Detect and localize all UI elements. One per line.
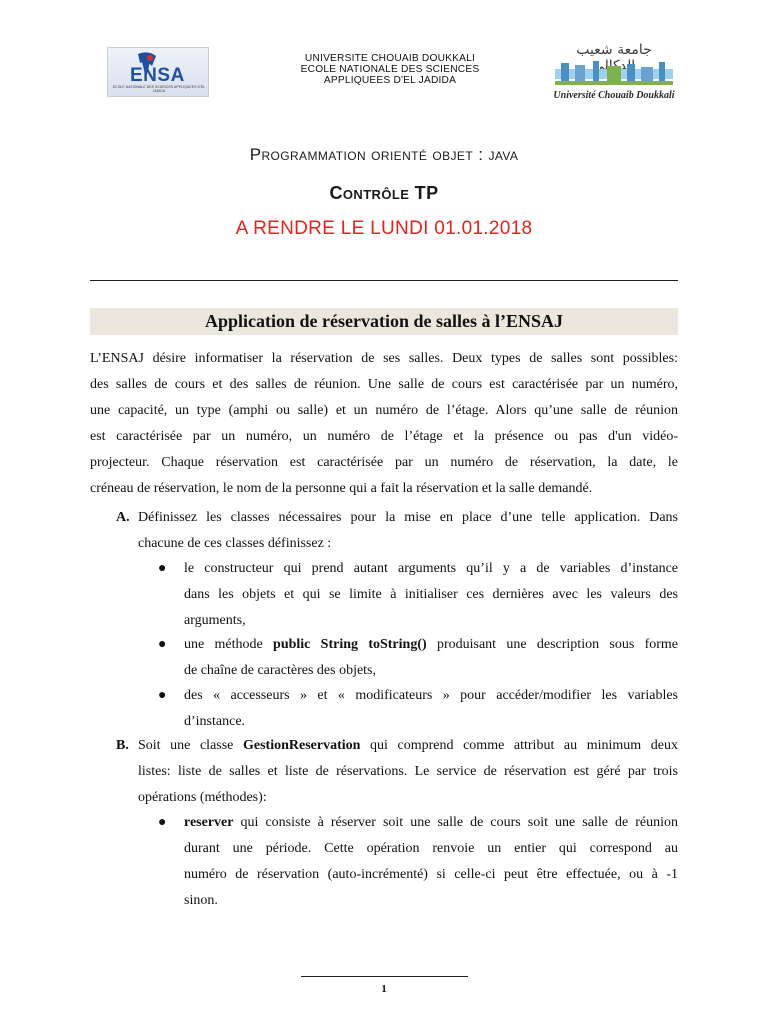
ucd-logo-arabic: جامعة شعيب (576, 42, 652, 58)
intro-line: des salles de cours et des salles de réunion. Une salle de cours est caractérisée par un numéro, (90, 377, 678, 392)
item-b-bullet-1 (184, 810, 678, 914)
item-a-bullet-3 (184, 683, 678, 735)
bullet-icon: ● (158, 561, 167, 576)
section-banner (90, 308, 678, 335)
item-a-line: Définissez les classes nécessaires pour la mise en place d’une telle application. Dans (138, 510, 678, 525)
page-number: 1 (381, 983, 387, 995)
bullet-line: arguments, (184, 613, 246, 628)
gestion-reservation-class: GestionReservation (243, 738, 361, 753)
bullet-line: d’instance. (184, 714, 246, 729)
item-a-letter: A. (116, 510, 130, 525)
header-institution (270, 53, 510, 86)
bullet-line: durant une période. Cette opération renvoie un entier qui correspond au (184, 841, 678, 856)
bullet-icon: ● (158, 688, 167, 703)
bullet-pre: une méthode (184, 637, 274, 652)
bullet-line: le constructeur qui prend autant arguments qu’il y a de variables d’instance (184, 561, 678, 576)
bullet-post: qui consiste à réserver soit une salle de cours soit une salle de réunion (233, 815, 678, 830)
bullet-line: sinon. (184, 893, 218, 908)
bullet-icon: ● (158, 637, 167, 652)
item-a-bullet-2 (184, 632, 678, 684)
due-date: A RENDRE LE LUNDI 01.01.2018 (235, 218, 533, 239)
section-title: Application de réservation de salles à l’ENSAJ (205, 311, 563, 331)
tostring-method: public String toString() (273, 637, 427, 652)
school-name: ECOLE NATIONALE DES SCIENCES (300, 64, 480, 75)
title-divider (90, 280, 678, 281)
item-b-line: listes: liste de salles et liste de réservations. Le service de réservation est géré par trois (138, 764, 678, 779)
item-b-post: qui comprend comme attribut au minimum deux (360, 738, 678, 753)
footer-divider (301, 976, 468, 977)
intro-line: projecteur. Chaque réservation est caractérisée par un numéro de réservation, la date, le (90, 455, 678, 470)
bullet-icon: ● (158, 815, 167, 830)
item-b-pre: Soit une classe (138, 738, 243, 753)
exam-title: Contrôle TP (329, 183, 439, 203)
intro-line: L’ENSAJ désire informatiser la réservation de ses salles. Deux types de salles sont possibles: (90, 351, 678, 366)
item-a-line: chacune de ces classes définissez : (138, 536, 332, 551)
ucd-building-icon (553, 59, 675, 89)
ucd-logo-latin: Université Chouaib Doukkali (553, 90, 675, 101)
bullet-line (184, 632, 678, 658)
intro-line: une capacité, un type (amphi ou salle) et un numéro de l’étage. Alors qu’une salle de réunion (90, 403, 678, 418)
intro-line: créneau de réservation, le nom de la personne qui a fait la réservation et la salle demandé. (90, 481, 593, 496)
course-title: Programmation orienté objet : java (249, 145, 519, 164)
school-name-2: APPLIQUEES D'EL JADIDA (323, 75, 457, 86)
item-a-bullet-1 (184, 556, 678, 634)
reserver-method: reserver (184, 815, 234, 830)
item-b-line (138, 733, 678, 759)
ucd-logo (553, 42, 675, 104)
item-b-letter: B. (116, 738, 129, 753)
bullet-line: des « accesseurs » et « modificateurs » pour accéder/modifier les variables (184, 688, 678, 703)
bullet-line: dans les objets et qui se limite à initialiser ces dernières avec les valeurs des (184, 587, 678, 602)
university-name: UNIVERSITE CHOUAIB DOUKKALI (304, 53, 476, 64)
ensa-logo-text: ENSA (130, 65, 185, 86)
bullet-line: numéro de réservation (auto-incrémenté) si celle-ci peut être effectuée, ou à -1 (184, 867, 678, 882)
item-b-text (138, 733, 678, 811)
intro-paragraph (90, 346, 678, 502)
item-a-text (138, 505, 678, 557)
bullet-post: produisant une description sous forme (426, 637, 679, 652)
ensa-logo (107, 47, 209, 97)
bullet-line: de chaîne de caractères des objets, (184, 663, 377, 678)
ensa-logo-subtitle: ECOLE NATIONALE DES SCIENCES APPLIQUEES D'EL JADIDA (112, 85, 206, 93)
bullet-line (184, 810, 678, 836)
item-b-line: opérations (méthodes): (138, 790, 267, 805)
intro-line: est caractérisée par un numéro, un numéro de l’étage et la présence ou pas d'un vidéo- (90, 429, 678, 444)
